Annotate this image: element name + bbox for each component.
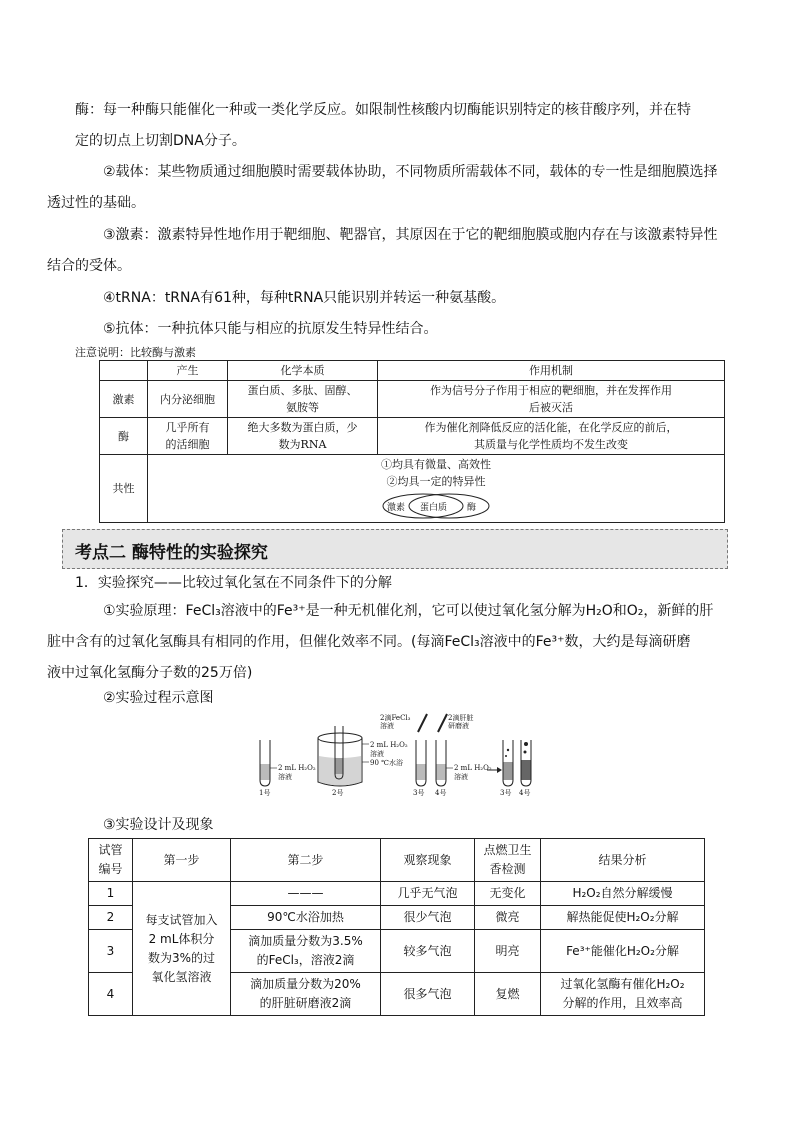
cell-line: 滴加质量分数为3.5% xyxy=(248,934,363,948)
cell-line: 的FeCl₃，溶液2滴 xyxy=(256,953,355,967)
table-row xyxy=(100,381,725,418)
tube-number-cell: 3 xyxy=(89,930,133,973)
tube1-sub-label: 溶液 xyxy=(278,773,292,781)
header-cell: 结果分析 xyxy=(541,839,705,882)
tube-number-cell: 4 xyxy=(89,973,133,1016)
cell-line: 其质量与化学性质均不发生改变 xyxy=(474,438,628,451)
cell-line: 数为RNA xyxy=(278,438,327,451)
step2-cell: ——— xyxy=(231,882,381,906)
origin-cell xyxy=(148,418,228,455)
result-cell xyxy=(541,973,705,1016)
header-cell: 化学本质 xyxy=(228,361,378,381)
row-label: 共性 xyxy=(100,455,148,523)
result-cell: 解热能促使H₂O₂分解 xyxy=(541,906,705,930)
origin-cell: 内分泌细胞 xyxy=(148,381,228,418)
test-cell: 复燃 xyxy=(475,973,541,1016)
tube-1-number: 1号 xyxy=(259,789,271,797)
text-line: 脏中含有的过氧化氢酶具有相同的作用，但催化效率不同。(每滴FeCl₃溶液中的Fe³⁺数，大约是每滴研磨 xyxy=(47,634,691,650)
venn-diagram xyxy=(381,493,491,519)
design-label: ③实验设计及现象 xyxy=(103,817,214,833)
header-cell: 第二步 xyxy=(231,839,381,882)
text-line: ②载体：某些物质通过细胞膜时需要载体协助，不同物质所需载体不同，载体的专一性是细胞膜选择 xyxy=(103,164,718,180)
observe-cell: 很多气泡 xyxy=(381,973,475,1016)
cell-line: 数为3%的过 xyxy=(147,950,216,965)
text-line: 定的切点上切割DNA分子。 xyxy=(75,133,246,149)
tube-number-cell: 2 xyxy=(89,906,133,930)
cell-line: 作为催化剂降低反应的活化能，在化学反应的前后， xyxy=(424,421,678,434)
header-cell xyxy=(100,361,148,381)
tube1-liquid-label: 2 mL H₂O₂ xyxy=(278,764,316,772)
section-header xyxy=(62,529,728,569)
common-line: ②均具一定的特异性 xyxy=(386,475,486,488)
bath-liquid-label: 2 mL H₂O₂ xyxy=(370,741,408,749)
cell-line: 2 mL体积分 xyxy=(148,931,215,946)
cell-line: 过氧化氢酶有催化H₂O₂ xyxy=(560,977,685,991)
cell-line: 编号 xyxy=(98,862,123,876)
observe-cell: 很少气泡 xyxy=(381,906,475,930)
tube34-liquid-label: 2 mL H₂O₂ xyxy=(454,764,492,772)
antibody-paragraph xyxy=(75,314,725,345)
experiment-diagram xyxy=(255,712,535,808)
carrier-paragraph xyxy=(47,157,725,219)
common-line: ①均具有微量、高效性 xyxy=(381,458,491,471)
cell-line: 蛋白质、多肽、固醇、 xyxy=(247,384,358,397)
principle-paragraph xyxy=(47,596,725,689)
table-row xyxy=(100,455,725,523)
cell-line: 香检测 xyxy=(489,862,526,876)
fecl3-label-2: 溶液 xyxy=(380,722,394,730)
table-row xyxy=(89,882,705,906)
step2-cell: 90℃水浴加热 xyxy=(231,906,381,930)
dropper-icons xyxy=(418,714,447,732)
cell-line: 每支试管加入 xyxy=(145,912,218,927)
water-bath xyxy=(318,726,369,786)
experiment-heading: 1．实验探究——比较过氧化氢在不同条件下的分解 xyxy=(75,575,392,591)
result-cell: Fe³⁺能催化H₂O₂分解 xyxy=(541,930,705,973)
nature-cell xyxy=(228,418,378,455)
cell-line: 的活细胞 xyxy=(165,438,210,451)
tube34-sub-label: 溶液 xyxy=(454,773,468,781)
venn-left-label: 激素 xyxy=(387,503,406,513)
compare-table xyxy=(99,360,725,523)
liver-label: 2滴肝脏 xyxy=(448,714,474,722)
fecl3-label: 2滴FeCl₃ xyxy=(380,714,411,722)
tube-2-number: 2号 xyxy=(332,789,344,797)
cell-line: 氧化氢溶液 xyxy=(151,969,212,984)
header-cell: 产生 xyxy=(148,361,228,381)
cell-line: 的肝脏研磨液2滴 xyxy=(259,996,352,1010)
text-line: 结合的受体。 xyxy=(47,258,131,274)
tubes-3-4 xyxy=(416,740,453,786)
result-tubes xyxy=(503,740,531,786)
cell-line: 点燃卫生 xyxy=(483,843,532,857)
cell-line: 滴加质量分数为20% xyxy=(250,977,361,991)
observe-cell: 几乎无气泡 xyxy=(381,882,475,906)
row-label: 酶 xyxy=(100,418,148,455)
row-label: 激素 xyxy=(100,381,148,418)
tube-4-number: 4号 xyxy=(435,789,447,797)
cell-line: 氨胺等 xyxy=(286,401,319,414)
tube-1 xyxy=(260,740,277,786)
bath-temp-label: 90 ℃水浴 xyxy=(370,759,403,767)
header-cell: 作用机制 xyxy=(378,361,725,381)
tube-number-cell: 1 xyxy=(89,882,133,906)
venn-center-label: 蛋白质 xyxy=(420,503,448,513)
test-cell: 微亮 xyxy=(475,906,541,930)
step1-cell xyxy=(133,882,231,1016)
text-line: ①实验原理：FeCl₃溶液中的Fe³⁺是一种无机催化剂，它可以使过氧化氢分解为H₂O和O₂，新鲜的肝 xyxy=(103,603,714,619)
step2-cell xyxy=(231,930,381,973)
header-cell xyxy=(89,839,133,882)
cell-line: 几乎所有 xyxy=(165,421,210,434)
text-line: ④tRNA：tRNA有61种，每种tRNA只能识别并转运一种氨基酸。 xyxy=(103,290,506,306)
bath-sub-label: 溶液 xyxy=(370,750,384,758)
cell-line: 绝大多数为蛋白质，少 xyxy=(247,421,358,434)
section-title: 考点二 酶特性的实验探究 xyxy=(75,543,268,563)
enzyme-paragraph xyxy=(75,95,725,157)
trna-paragraph xyxy=(75,283,725,314)
text-line: 液中过氧化氢酶分子数的25万倍) xyxy=(47,665,253,681)
liver-label-2: 研磨液 xyxy=(448,722,469,730)
table-row xyxy=(100,418,725,455)
text-line: ⑤抗体：一种抗体只能与相应的抗原发生特异性结合。 xyxy=(103,321,438,337)
text-line: 酶：每一种酶只能催化一种或一类化学反应。如限制性核酸内切酶能识别特定的核苷酸序列，并在特 xyxy=(75,102,691,118)
hormone-paragraph xyxy=(47,220,725,282)
tube-3-number: 3号 xyxy=(413,789,425,797)
cell-line: 作为信号分子作用于相应的靶细胞，并在发挥作用 xyxy=(430,384,672,397)
header-cell xyxy=(475,839,541,882)
test-cell: 无变化 xyxy=(475,882,541,906)
mechanism-cell xyxy=(378,418,725,455)
mechanism-cell xyxy=(378,381,725,418)
venn-right-label: 酶 xyxy=(467,503,477,513)
test-cell: 明亮 xyxy=(475,930,541,973)
text-line: 透过性的基础。 xyxy=(47,195,145,211)
header-cell: 第一步 xyxy=(133,839,231,882)
step2-cell xyxy=(231,973,381,1016)
cell-line: 试管 xyxy=(98,843,123,857)
table-header-row xyxy=(100,361,725,381)
result-tube-3-number: 3号 xyxy=(500,789,512,797)
observe-cell: 较多气泡 xyxy=(381,930,475,973)
result-tube-4-number: 4号 xyxy=(519,789,531,797)
header-cell: 观察现象 xyxy=(381,839,475,882)
table-header-row xyxy=(89,839,705,882)
nature-cell xyxy=(228,381,378,418)
note-title: 注意说明：比较酶与激素 xyxy=(75,346,196,359)
text-line: ③激素：激素特异性地作用于靶细胞、靶器官，其原因在于它的靶细胞膜或胞内存在与该激素特异性 xyxy=(103,227,718,243)
common-cell xyxy=(148,455,725,523)
experiment-table xyxy=(88,838,705,1016)
process-label: ②实验过程示意图 xyxy=(103,690,214,706)
cell-line: 后被灭活 xyxy=(529,401,573,414)
result-cell: H₂O₂自然分解缓慢 xyxy=(541,882,705,906)
cell-line: 分解的作用，且效率高 xyxy=(562,996,683,1010)
